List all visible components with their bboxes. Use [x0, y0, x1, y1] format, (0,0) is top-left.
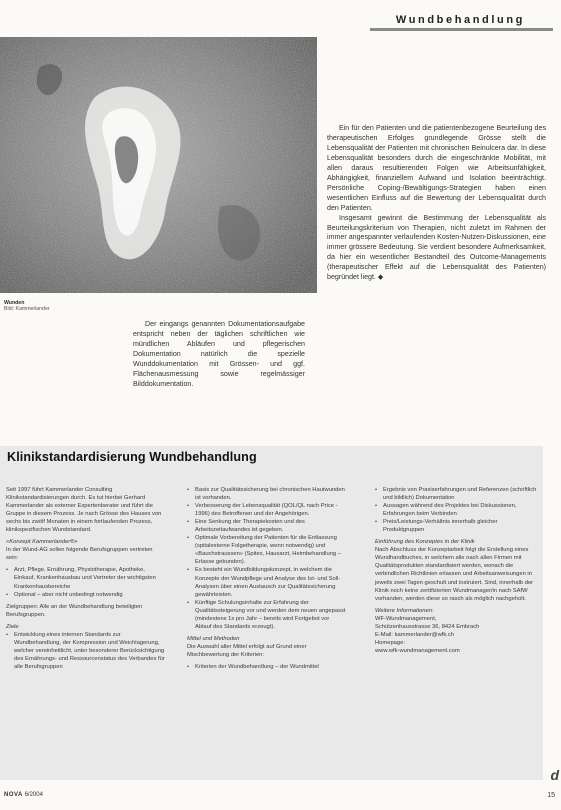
- criteria-list: [375, 486, 537, 534]
- info-line: E-Mail: kammerlander@wfk.ch: [375, 631, 455, 638]
- team-heading: «Konzept Kammerlander®»: [6, 539, 78, 546]
- right-article-column: [327, 124, 546, 283]
- methods-text: Die Auswahl aller Mittel erfolgt auf Grund einer Mischbewertung der Kriterien:: [187, 643, 307, 658]
- list-item: • Es besteht ein Wundbildungskonzept, in welchem die Konzepte der Wundpflege und Analyse des Ist- und Soll-Analysen über einen Austausch zur Qualitätssicherung gewährleisten.: [187, 566, 347, 598]
- info-box-column-2: [187, 486, 347, 675]
- implementation-heading: Einführung des Konzeptes in der Klinik: [375, 539, 475, 546]
- list-item: • Aussagen während des Projektes bei Diskussionen, Erfahrungen beim Verbinden: [375, 502, 537, 518]
- list-item: • Arzt, Pflege, Ernährung, Physiotherapie, Apotheke, Einkauf, Krankenhausbau und Vertreter der wichtigsten Krankenhausbereiche: [6, 566, 166, 590]
- issue-number: 6/2004: [24, 792, 43, 798]
- list-item: • Ergebnis von Praxiserfahrungen und Referenzen (schriftlich und bildlich) Dokumentation: [375, 486, 537, 502]
- page-header: [0, 0, 561, 36]
- info-box-title: Klinikstandardisierung Wundbehandlung: [7, 450, 257, 464]
- list-item: • Optional – aber nicht unbedingt notwendig: [6, 591, 166, 599]
- header-rule: [370, 28, 553, 31]
- photo-caption: [4, 300, 50, 312]
- caption-title: Wunden: [4, 300, 25, 306]
- implementation-text: Nach Abschluss der Konzeptarbeit folgt die Erstellung eines Wundhandbuches, in welchem alle nach allen Firmen mit Qualitätsprodukten standardisiert werden, wonach die verbindlichen Richtlinien erlassen und Arbeitsanweisungen in jeweils zwei Tagen geschult und instruiert. Sind, innerhalb der Klinik noch keine zertifizierten Wundmanager/in nach SAfW vorhanden, werden diese so rasch als möglich nachgeholt.: [375, 547, 534, 602]
- methods-heading: Mittel und Methoden: [187, 635, 240, 642]
- list-item: • Optimale Vorbereitung der Patienten für die Entlassung (spitalexterne Folgetherapie, wenn notwendig) und «Bauchstraussen» (Spitex, Hausarzt, Heimbehandlung – Erlasse gebunden).: [187, 534, 347, 566]
- list-item: • Kriterien der Wundbehandlung – der Wundmittel: [187, 663, 347, 671]
- paragraph: Ein für den Patienten und die patientenbezogene Beurteilung des therapeutischen Erfolges grundlegende Grösse stellt die Lebensqualität der Patienten mit chronischen Beinulcera dar. In diese Lebensqualität besonders durch die eingeschränkte Mobilität, mit allen daraus resultierenden Folgen wie Arbeitsunfähigkeit, Abhängigkeit, finanziellem Aufwand und Isolation beeinträchtigt. Persönliche Coping-/Bewältigungs-Strategien haben einen wesentlichen Einfluss auf die Bewertung der Lebensqualität durch den Patienten.: [327, 124, 546, 212]
- info-line: WF-Wundmanagement,: [375, 615, 437, 622]
- list-item: • Preis/Leistungs-Verhältnis innerhalb gleicher Produktgruppen: [375, 518, 537, 534]
- team-text: In der Wund-AG sollen folgende Berufsgruppen vertreten sein:: [6, 547, 153, 562]
- wound-photo: [0, 37, 317, 293]
- list-item: • Eine Senkung der Therapiekosten und des Arbeitszeitaufwandes ist gegeben.: [187, 518, 347, 534]
- magazine-name: NOVA: [4, 792, 23, 798]
- team-list: [6, 566, 166, 598]
- list-item: • Verbesserung der Lebensqualität (QOL/QL nach Price - 1996) des Betroffenen und der Angehörigen.: [187, 502, 347, 518]
- info-box-column-1: [6, 486, 166, 675]
- caption-credit: Bild: Kammerlander: [4, 306, 50, 312]
- list-item: • Entwicklung eines internen Standards zur Wundbehandlung, der Kompression und Weichlagerung, welcher vereinheitlicht, unter besonderer Berücksichtigung des Ernährungs- und Ressourcenstatus des Verbandes für alle Berufsgruppen: [6, 631, 166, 671]
- info-box: [0, 446, 543, 780]
- goals-list: [6, 631, 166, 671]
- group-note: Zielgruppen: Alle an der Wundbehandlung beteiligten Berufsgruppen.: [6, 603, 143, 618]
- footer-magazine: [4, 792, 43, 798]
- info-box-column-3: [375, 486, 537, 655]
- benefits-list: [187, 486, 347, 631]
- info-line: www.wfk-wundmanagement.com: [375, 647, 460, 654]
- goals-heading: Ziele: [6, 623, 19, 630]
- info-heading: Weitere Informationen:: [375, 607, 434, 614]
- list-item: • Künftige Schulungsinhalte zur Erfahrung der Qualitätssteigerung vor und werden dem neuen angepasst (mindestens 1x pro Jahr – bereits wird Fortgebot vor Ablauf des Standards erzeugt).: [187, 599, 347, 631]
- info-line: Homepage:: [375, 639, 405, 646]
- intro-text: Seit 1997 führt Kammerlander Consulting Klinikstandardisierungen durch. Es tut hierbei Gerhard Kammerlander als externer Expertenberater und führt die Gruppe in diesem Prozess. Je nach Grösse des Hauses von sechs bis zwölf Monaten in einem fortlaufenden Prozess, klinikspezifischen Wundstandard.: [6, 487, 162, 534]
- methods-list: [187, 663, 347, 671]
- paragraph: Der eingangs genannten Dokumentationsaufgabe entspricht neben der täglichen schriftlichen wie mündlichen Abläufen und pflegerischen Dokumentation natürlich die spezielle Wunddokumentation mit Grössen- und ggf. Flächenausmessung sowie regelmässiger Bilddokumentation.: [133, 320, 305, 388]
- left-article-column: [133, 320, 305, 390]
- info-line: Schützenhausstrasse 36, 8424 Embrach: [375, 623, 480, 630]
- paragraph: Insgesamt gewinnt die Bestimmung der Lebensqualität als Beurteilungskriterium von Therapien, nicht zuletzt im Rahmen der immer angespannter verlaufenden Kosten-Nutzen-Diskussionen, eine immer grössere Bedeutung. Sie verdient besondere Aufmerksamkeit, da hier ein wesentlicher Bestandteil des Outcome-Managements (therapeutischer Effekt auf die Lebensqualität des Patienten) begründet liegt. ◆: [327, 213, 546, 282]
- section-title: Wundbehandlung: [395, 14, 525, 26]
- page-number: 15: [547, 792, 555, 799]
- list-item: • Basis zur Qualitätssicherung bei chronischen Hautwunden ist vorhanden.: [187, 486, 347, 502]
- wound-photo-image: [0, 37, 317, 293]
- corner-mark: d: [550, 767, 559, 783]
